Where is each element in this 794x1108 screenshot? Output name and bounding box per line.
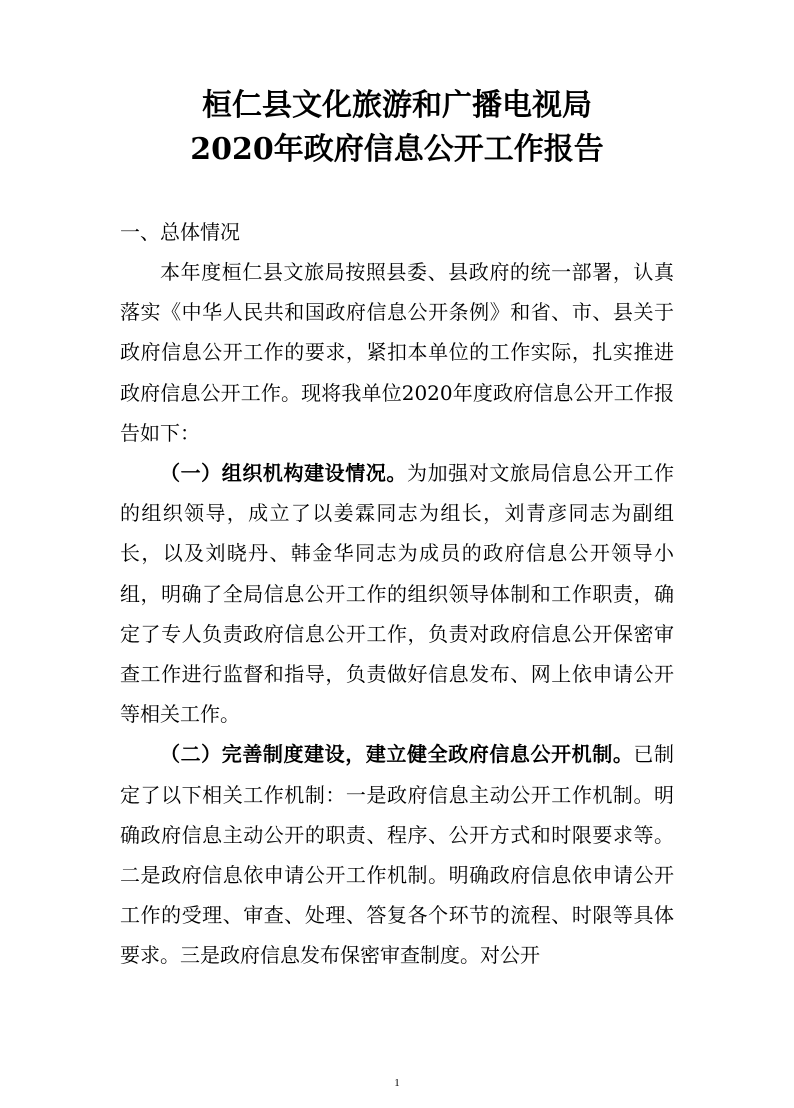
paragraph-organization-lead: （一）组织机构建设情况。 <box>160 461 407 486</box>
paragraph-system-building-body: 已制定了以下相关工作机制：一是政府信息主动公开工作机制。明确政府信息主动公开的职责、程序、公开方式和时限要求等。二是政府信息依申请公开工作机制。明确政府信息依申请公开工作的受理、审查、处理、答复各个环节的流程、时限等具体要求。三是政府信息发布保密审查制度。对公开 <box>120 742 675 968</box>
section-heading-overview: 一、总体情况 <box>120 220 240 244</box>
title-line-1: 桓仁县文化旅游和广播电视局 <box>202 88 592 123</box>
paragraph-organization-body: 为加强对文旅局信息公开工作的组织领导，成立了以姜霖同志为组长，刘青彦同志为副组长，以及刘晓丹、韩金华同志为成员的政府信息公开领导小组，明确了全局信息公开工作的组织领导体制和工作职责，确定了专人负责政府信息公开工作，负责对政府信息公开保密审查工作进行监督和指导，负责做好信息发布、网上依申请公开等相关工作。 <box>120 461 674 727</box>
paragraph-organization <box>120 453 674 734</box>
page-number: 1 <box>394 1077 400 1089</box>
title-line-2: 2020年政府信息公开工作报告 <box>190 132 604 167</box>
paragraph-system-building <box>120 734 674 975</box>
document-title <box>120 84 674 172</box>
intro-paragraph: 本年度桓仁县文旅局按照县委、县政府的统一部署，认真落实《中华人民共和国政府信息公开条例》和省、市、县关于政府信息公开工作的要求，紧扣本单位的工作实际，扎实推进政府信息公开工作。现将我单位2020年度政府信息公开工作报告如下： <box>120 260 674 445</box>
paragraph-system-building-lead: （二）完善制度建设，建立健全政府信息公开机制。 <box>160 742 634 767</box>
